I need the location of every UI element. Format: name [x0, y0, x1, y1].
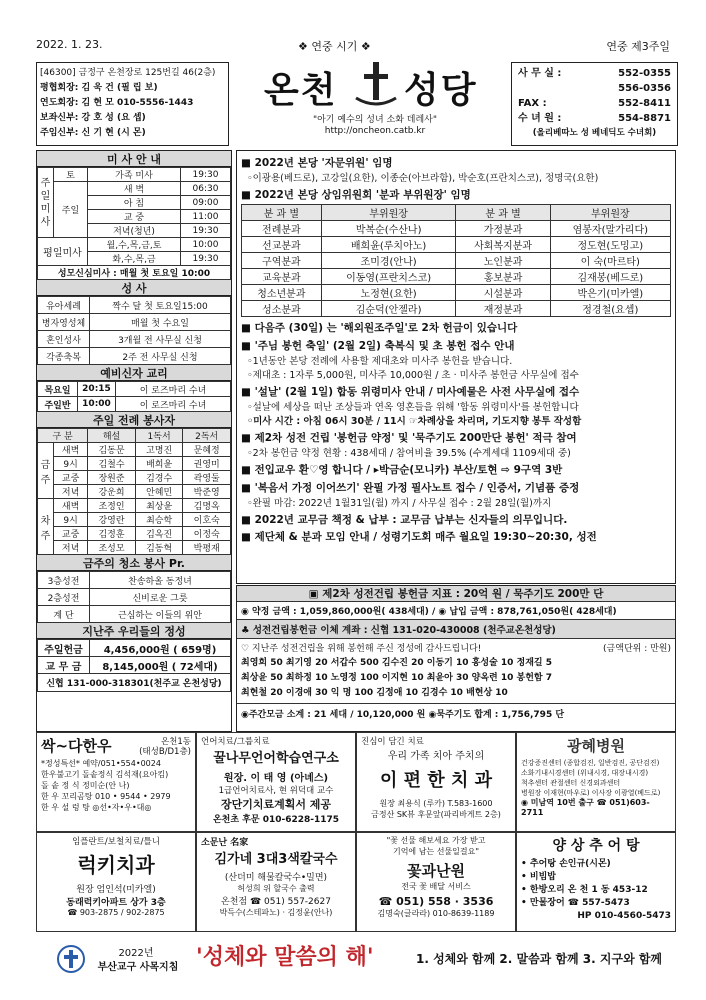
- server-row: 9시 김철수 배희윤 권영미: [38, 457, 231, 471]
- sunday-mass-label: 주일미사: [38, 168, 54, 238]
- servers-title: 주일 전례 봉사자: [37, 412, 231, 428]
- ad8-line: • 추어탕 손인규(시몬): [521, 859, 611, 869]
- mass-table: 주일미사 토 가족 미사 19:30 주일 새 벽 06:30 아 침 09:00 교 중 11:00 저녁(청년) 19:30 평일미사 월,수,목,금,토 10:00 화,수,목,금 19:30 성모신심미사 : 매월 첫 토요일 10:00: [37, 167, 231, 280]
- ad-loach-soup: [516, 832, 676, 932]
- left-column: [36, 150, 232, 732]
- prep-table: 목요일 20:15 이 로즈마리 수녀 주일반 10:00 이 로즈마리 수녀: [37, 381, 231, 412]
- ad3-line: 금정산 SK뷰 후문앞(파리바게트 2층): [371, 810, 501, 819]
- ann-candlemas-line2: ◦제대초 : 1자루 5,000원, 미사주 10,000원 / 초 · 미사주 봉헌금 사무실에 접수: [247, 370, 579, 381]
- building-fund-title: ▣ 제2차 성전건립 봉헌금 지표 : 20억 원 / 묵주기도 200만 단: [237, 586, 675, 602]
- committee-table: 분 과 별 부위원장 분 과 별 부위원장 전례분과 박복순(수산나) 가정분과 염봉자(말가리다) 선교분과 배희윤(루치아노) 사회복지분과 정도현(도밍고) 구역분과 조미경(안나) 노인분과 이 숙(마르타) 교육분과 이동영(프란치스코) 홍보분과 김재봉(베드로) 청소년분과 노정현(요한) 시설분과 박은기(미카엘) 성소분과 김순덕(안젤라) 재정분과 정경철(요셉): [241, 204, 671, 317]
- ann-welcome: ■ 전입교우 환♡영 합니다 / ▸박금순(모니카) 부산/토현 ⇨ 9구역 3반: [241, 464, 563, 476]
- contact-office2: 556-0356: [618, 83, 671, 94]
- ad-lucky-dental: [36, 832, 196, 932]
- ad7-line: 김명숙(글라라) 010-8639-1189: [377, 909, 495, 918]
- ann-advisory-body: ◦이광용(베드로), 고강일(요한), 이종순(아브라함), 박순호(프란치스코), 정명국(요한): [247, 173, 599, 184]
- committee-row: 구역분과 조미경(안나) 노인분과 이 숙(마르타): [242, 253, 671, 269]
- ad3-title: 이 편 한 치 과: [379, 770, 492, 791]
- parish-title-right: 성당: [404, 70, 478, 111]
- ad1-title: 싹~다한우: [41, 737, 112, 755]
- ad5-line: 임플란트/보철치료/틀니: [72, 837, 160, 847]
- building-unit: (금액단위 : 만원): [603, 644, 671, 654]
- ad4-line: ◉ 미남역 10번 출구 ☎ 051)603-2711: [521, 798, 650, 817]
- building-total: ◉주간모금 소계 : 21 세대 / 10,120,000 원 ◉묵주기도 합계 : 1,756,795 단: [237, 703, 675, 723]
- ad3-line: 우리 가족 치아 주치의: [387, 751, 485, 762]
- footer-slogan: '성체와 말씀의 해': [196, 945, 374, 970]
- ad7-line: 전국 꽃 배달 서비스: [401, 882, 471, 891]
- president-line: 평협회장: 김 욱 건 (필 립 보): [40, 83, 158, 93]
- issue-date: 2022. 1. 23.: [36, 38, 103, 51]
- footer-diocese: 부산교구 사목지침: [97, 962, 179, 973]
- ad5-title: 럭키치과: [77, 853, 155, 877]
- servers-table: 구 분 해설 1독서 2독서 금주 새벽 김동문 고명진 문혜정 9시 김철수 배희윤 권영미 교중 장원준 김경수 곽영둘 저녁 강운희 안혜민 박준영 차주 새벽 조정인 최상윤 김명옥 9시 강영란 최승학 이호숙 교중 김정훈 김옥진 이정숙 저녁 조성모 김동혁 박평재: [37, 428, 231, 555]
- building-thanks-row: [237, 639, 675, 656]
- server-row: 저녁 강운희 안혜민 박준영: [38, 485, 231, 499]
- ad1-location: 온천1동 (태성B/D1층): [139, 737, 191, 757]
- ad1-line: 한 우 꼬리곰탕 010 • 9544 • 2979: [41, 792, 171, 801]
- week-label: 연중 제3주일: [606, 40, 670, 53]
- committee-row: 청소년분과 노정현(요한) 시설분과 박은기(미카엘): [242, 285, 671, 301]
- ad8-line: • 만물장어 ☎ 557-5473: [521, 898, 630, 908]
- server-row: 교중 장원준 김경수 곽영둘: [38, 471, 231, 485]
- address-line: [46300] 금정구 온천장로 125번길 46(2층): [40, 68, 216, 78]
- ad-restaurant-hanwoo: [36, 732, 196, 832]
- server-row: 9시 강영란 최승학 이호숙: [38, 513, 231, 527]
- building-thanks: ♡ 지난주 성전건립을 위해 봉헌해 주신 정성에 감사드립니다!: [241, 644, 482, 654]
- sacrament-table: 유아세례 짝수 달 첫 토요일15:00 병자영성체 매월 첫 수요일 혼인성사 3개월 전 사무실 신청 각종축복 2주 전 사무실 신청: [37, 296, 231, 365]
- parish-info: [36, 62, 229, 146]
- contact-box: [511, 62, 678, 146]
- server-week-label: 금주: [38, 443, 54, 499]
- offering-table: 주일헌금 4,456,000원 ( 659명) 교 무 금 8,145,000원 ( 72세대) 신협 131-000-318301(천주교 온천성당): [37, 639, 231, 692]
- ad7-line: ☎ 051) 558 · 3536: [378, 895, 494, 908]
- pastor-line: 주임신부: 신 기 현 (시 몬): [40, 128, 146, 138]
- top-bar: [28, 38, 678, 54]
- ann-meetings: ■ 제단체 & 분과 모임 안내 / 성령기도회 매주 월요일 19:30~20:30, 성전: [241, 531, 597, 543]
- server-row: 교중 김정훈 김옥진 이정숙: [38, 527, 231, 541]
- ann-gospel-title: ■ '복음서 가정 이어쓰기' 완필 가정 필사노트 접수 / 인증서, 기념품 증정: [241, 482, 580, 494]
- cleaning-title: 금주의 청소 봉사 Pr.: [37, 555, 231, 571]
- ad2-line: 장단기치료계획서 제공: [220, 798, 332, 811]
- ad2-line: 온천초 후문 010-6228-1175: [212, 815, 340, 825]
- donor-list: [237, 656, 675, 701]
- offering-account: 신협 131-000-318301(천주교 온천성당): [38, 674, 231, 692]
- server-row: 차주 새벽 조정인 최상윤 김명옥: [38, 499, 231, 513]
- ann-newyear-title: ■ '설날' (2월 1일) 합동 위령미사 안내 / 미사예물은 사전 사무실에 접수: [241, 386, 580, 398]
- ad1-line: *정성특선* 예약/051•554•0024: [41, 759, 161, 768]
- contact-convent: 수 녀 원 : 554-8871: [518, 113, 671, 124]
- ad6-line: 허성희 위 할국수 출력: [237, 884, 315, 893]
- committee-row: 교육분과 이동영(프란치스코) 홍보분과 김재봉(베드로): [242, 269, 671, 285]
- website-link[interactable]: http://oncheon.catb.kr: [324, 126, 426, 136]
- ad8-line: • 한방오리 온 천 1 동 453-12: [521, 885, 648, 895]
- ann-newyear-line1: ◦설날에 세상을 떠난 조상들과 연옥 영혼들을 위해 '합동 위령미사'를 봉헌합니다: [247, 402, 579, 413]
- ad2-line: 언어치료/그룹치료: [201, 737, 270, 747]
- committee-row: 성소분과 김순덕(안젤라) 재정분과 정경철(요셉): [242, 301, 671, 317]
- ad6-title: 김가네 3대3색칼국수: [214, 852, 338, 867]
- ad5-line: 원장 엄인석(미카엘): [76, 885, 156, 895]
- prep-title: 예비신자 교리: [37, 365, 231, 381]
- ann-committee-title: ■ 2022년 본당 상임위원회 '분과 부위원장' 임명: [241, 189, 471, 201]
- ad4-line: 건강증진센터 (종합검진, 일반검진, 공단검진): [521, 759, 660, 767]
- ad8-line: • 비빔밥: [521, 872, 556, 882]
- ad7-line: 기억에 남는 선물일걸요": [392, 847, 480, 856]
- ad-dental-clinic: [356, 732, 516, 832]
- season-label: ❖ 연중 시기 ❖: [298, 40, 371, 53]
- ad8-line: HP 010-4560-5473: [577, 911, 671, 921]
- ad1-line: 한우불고기 돌솥정식 김석재(요아킴): [41, 770, 169, 779]
- ann-dues: ■ 2022년 교무금 책정 & 납부 : 교무금 납부는 신자들의 의무입니다.: [241, 514, 568, 526]
- slogan: "아기 예수의 성녀 소화 데레사": [312, 115, 438, 125]
- weekday-mass-label: 평일미사: [38, 238, 88, 266]
- footer-year: 2022년: [118, 948, 154, 959]
- ad4-title: 광혜병원: [567, 737, 625, 755]
- ann-candlemas-title: ■ '주님 봉헌 축일' (2월 2일) 축복식 및 초 봉헌 접수 안내: [241, 340, 515, 352]
- ad8-title: 양 상 추 어 탕: [552, 838, 640, 854]
- ad-speech-therapy: [196, 732, 356, 832]
- contact-office: 사 무 실 : 552-0355: [518, 68, 671, 79]
- ad1-line: 한 우 설 렁 탕 ◎선•자•우•대◎: [41, 803, 152, 812]
- ad-hospital: [516, 732, 676, 832]
- ann-newyear-line2: ◦미사 시간 : 아침 06시 30분 / 11시 ☞차례상을 차리며, 기도지향 봉투 작성함: [247, 416, 582, 427]
- footer: [36, 936, 676, 986]
- building-account: ♣ 성전건립봉헌금 이체 계좌 : 신협 131-020-430008 (천주교온천성당): [237, 620, 675, 639]
- ann-candlemas-line1: ◦1년동안 본당 전례에 사용할 제대초와 미사주 봉헌을 받습니다.: [247, 356, 513, 367]
- server-row: 금주 새벽 김동문 고명진 문혜정: [38, 443, 231, 457]
- ad6-line: 박득수(스테파노) · 김정윤(안나): [219, 908, 333, 917]
- ad6-line: (산더미 해물칼국수•밀면): [224, 873, 328, 883]
- ad4-line: 소화기내시경센터 (위내시경, 대장내시경): [521, 769, 649, 777]
- ad-flower-shop: [356, 832, 516, 932]
- ad2-title: 꿀나무언어학습연구소: [213, 751, 339, 766]
- vice-line: 연도회장: 김 현 모 010-5556-1443: [40, 98, 194, 108]
- ad7-line: "꽃 선물 해보세요 가장 받고: [386, 836, 486, 845]
- mass-title: 미 사 안 내: [37, 151, 231, 167]
- server-row: 저녁 조성모 김동혁 박평재: [38, 541, 231, 555]
- adoration-mass: 성모신심미사 : 매월 첫 토요일 10:00: [38, 266, 231, 280]
- ad6-line: 온천점 ☎ 051) 557-2627: [221, 897, 331, 907]
- ad4-line: 병원장 이재현(마우로) 이사장 이광열(베드로): [521, 789, 661, 797]
- donor-row: 최영희 50 최기영 20 서갑수 500 김수진 20 이동기 10 홍성술 10 정재길 5: [241, 658, 552, 668]
- committee-row: 전례분과 박복순(수산나) 가정분과 염봉자(말가리다): [242, 221, 671, 237]
- ad5-line: ☎ 903-2875 / 902-2875: [67, 908, 165, 917]
- sacrament-title: 성 사: [37, 280, 231, 296]
- ann-overseas-aid: ■ 다음주 (30일) 는 '해외원조주일'로 2차 헌금이 있습니다: [241, 322, 518, 334]
- contact-fax: FAX : 552-8411: [518, 98, 671, 109]
- ann-gospel-line1: ◦완필 마감: 2022년 1월31일(월) 까지 / 사무실 접수 : 2월 28일(월)까지: [247, 498, 552, 509]
- ann-building-line1: ◦2차 봉헌금 약정 현황 : 438세대 / 참여비율 39.5% (수계세대 1109세대 중): [247, 448, 571, 459]
- offering-title: 지난주 우리들의 정성: [37, 623, 231, 639]
- ad5-line: 동래럭키아파트 상가 3층: [66, 898, 166, 908]
- donor-row: 최현철 20 이경애 30 익 명 100 김정애 10 김경수 10 배현상 10: [241, 688, 508, 698]
- ad1-line: 돌 솥 정 식 정미순(안 나): [41, 781, 130, 790]
- footer-points: 1. 성체와 함께 2. 말씀과 함께 3. 지구와 함께: [416, 952, 663, 966]
- server-week-label: 차주: [38, 499, 54, 555]
- donor-row: 최상윤 50 최하정 10 노영정 100 이지현 10 최윤아 30 양옥련 10 봉헌함 7: [241, 673, 552, 683]
- convent-name: (올리베따노 성 베네딕도 수녀회): [532, 128, 657, 138]
- committee-row: 선교분과 배희윤(루치아노) 사회복지분과 정도현(도밍고): [242, 237, 671, 253]
- ad3-line: 원장 최용식 (루카) T.583-1600: [379, 799, 493, 808]
- ad2-line: 1급언어치료사, 현 위덕대 교수: [218, 786, 334, 796]
- ad3-line: 진심이 담긴 치료: [361, 737, 424, 747]
- ann-advisory-title: ■ 2022년 본당 '자문위원' 임명: [241, 157, 393, 169]
- masthead: [36, 60, 676, 150]
- cleaning-table: 3층성전 찬송하올 동정녀 2층성전 신비로운 그릇 계 단 근심하는 이들의 위안: [37, 571, 231, 623]
- building-fund: [236, 585, 676, 732]
- assistant-priest-line: 보좌신부: 강 호 성 (요 셉): [40, 113, 146, 123]
- ad6-line: 소문난 名家: [201, 838, 249, 848]
- ad-noodle-restaurant: [196, 832, 356, 932]
- announcements: [236, 150, 676, 584]
- ad2-line: 원장. 이 태 영 (아녜스): [223, 773, 329, 784]
- title-block: [236, 60, 514, 148]
- parish-title-left: 온천: [264, 70, 338, 111]
- ad4-line: 척추센터 관절센터 신경외과센터: [521, 779, 621, 787]
- building-pledge: ◉ 약정 금액 : 1,059,860,000원( 438세대) / ◉ 납입 금액 : 878,761,050원( 428세대): [237, 602, 675, 620]
- diocese-emblem-icon: [56, 944, 86, 974]
- ad7-title: 꽃과난원: [407, 862, 465, 880]
- ann-building-title: ■ 제2차 성전 건립 '봉헌금 약정' 및 '묵주기도 200만단 봉헌' 적극 참여: [241, 432, 577, 444]
- cross-logo-icon: [354, 60, 398, 108]
